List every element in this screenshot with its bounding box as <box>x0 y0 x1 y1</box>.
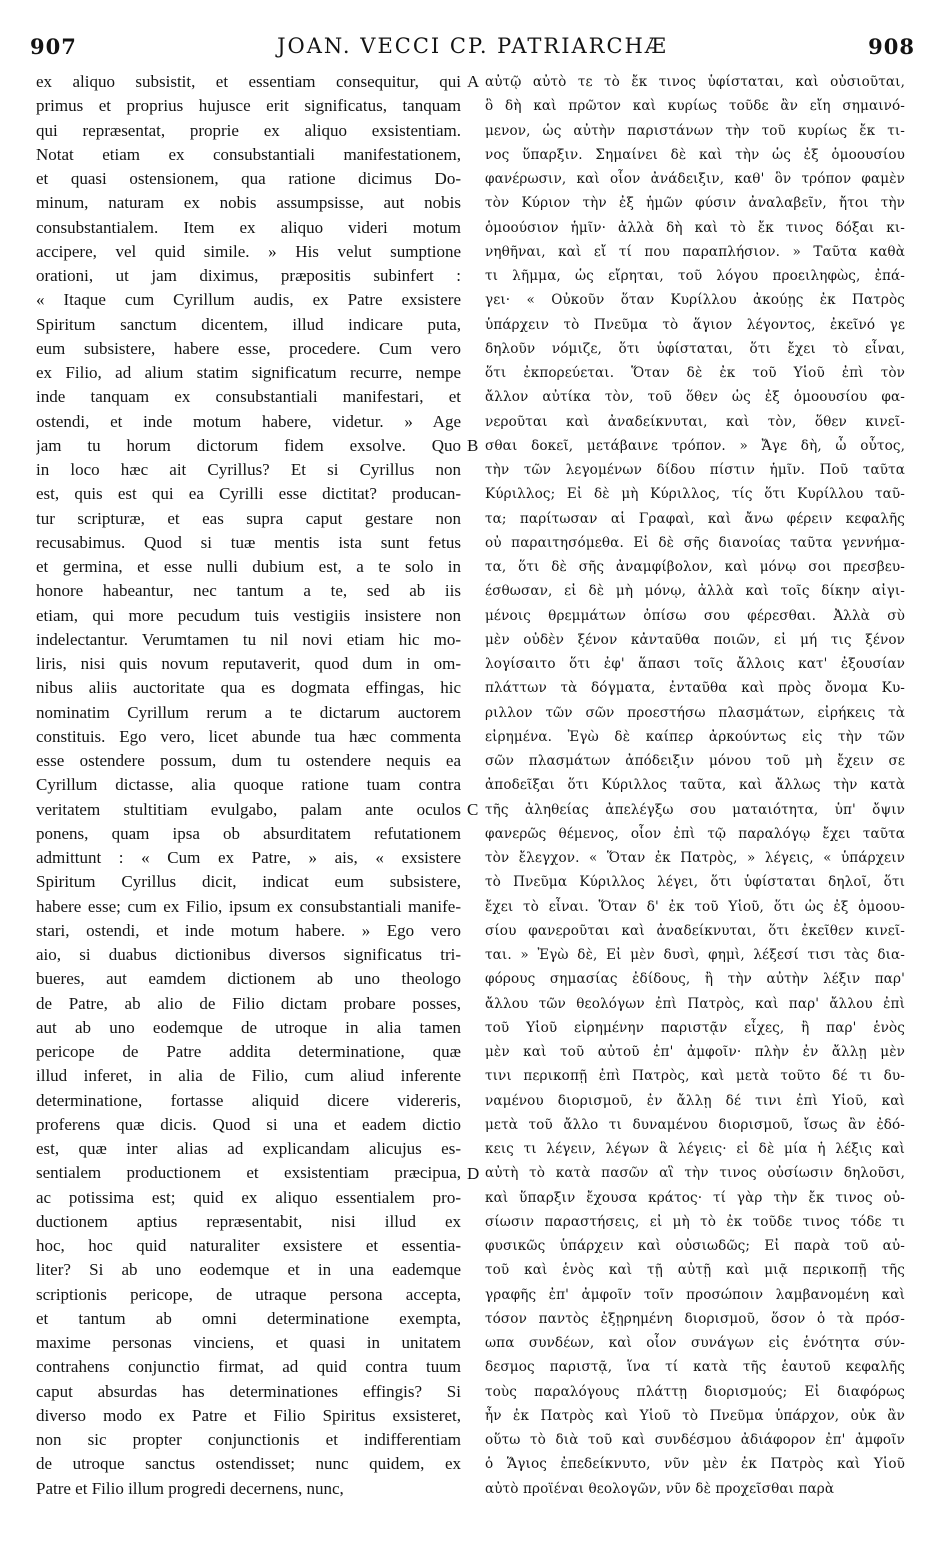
greek-text-line: ἀποδεῖξαι ὅτι Κύριλλος ταῦτα, καὶ ἄλλως τὴν κατὰ <box>485 777 905 794</box>
latin-text-line: liris, nisi quis novum reputaverit, quod dum in om- <box>36 654 461 673</box>
latin-text-line: Spiritum sanctum dicentem, illud indicare puta, <box>36 314 461 334</box>
greek-text-line: αὐτῷ αὐτὸ τε τὸ ἔκ τινος ὑφίσταται, καὶ οὐσιοῦται, <box>485 74 905 90</box>
latin-text-line: determinatione, fortasse aliquid dicere videreris, <box>36 1090 461 1110</box>
latin-text-line: maxime personas vinciens, et quasi in unitatem <box>36 1333 461 1352</box>
latin-text-line: hoc, hoc quid naturaliter exsistere et essentia- <box>36 1236 461 1255</box>
latin-text-line: contrahens conjunctio firmat, ad quid contra tuum <box>36 1357 461 1377</box>
latin-text-line: primus et proprius hujusce erit significatus, tanquam <box>36 96 461 116</box>
latin-text-line: ex Filio, ad alium statim significatum recurre, nempe <box>36 363 461 382</box>
greek-text-line: τινι περικοπῇ ἐπὶ Πατρὸς, καὶ μετὰ τοῦτο δέ τι δυ- <box>485 1068 905 1085</box>
latin-text-line: ac potissima est; quid ex aliquo essentialem pro- <box>36 1187 461 1207</box>
greek-text-line: ὁμοούσιον ἡμῖν· ἀλλὰ δὴ καὶ τὸ ἔκ τινος δόξαι κι- <box>485 219 905 236</box>
latin-text-line: Cyrillum dictasse, alia quoque ratione tuam contra <box>36 775 461 795</box>
greek-text-line: τὸν Κύριον τὴν ἐξ ἡμῶν φύσιν ἀναλαβεῖν, ἤτοι τὴν <box>485 195 905 212</box>
greek-text-line: μετὰ τοῦ ἄλλο τι δυναμένου διορισμοῦ, ἴσως ἂν ἐδό- <box>485 1116 905 1133</box>
latin-text-line: de utroque sanctus ostendisset; nunc quidem, ex <box>36 1454 461 1474</box>
latin-text-line: tur scripturæ, et eas supra caput gestare non <box>36 508 461 528</box>
greek-text-line: νηθῆναι, καὶ εἴ τί που παραπλήσιον. » Ταῦτα καθὰ <box>485 243 905 260</box>
greek-text-line: γραφῆς ἐπ' ἀμφοῖν τοῖν προσώποιν λαμβανομένη καὶ <box>485 1286 905 1303</box>
latin-text-line: admittunt : « Cum ex Patre, » ais, « exsistere <box>36 848 461 867</box>
latin-text-line: esse ostendere possum, dum tu ostendere nequis ea <box>36 751 461 770</box>
greek-text-line: ἄλλον αὐτίκα τὸν, τοῦ ὅθεν ὡς ἐξ ὁμοουσίου φα- <box>485 389 905 406</box>
greek-text-line: οὕτω τὸ διὰ τοῦ καὶ συνδέσμου ἀδιάφορον ἐπ' ἀμφοῖν <box>485 1432 905 1448</box>
latin-text-line: qui repræsentat, proprie ex aliquo exsistentiam. <box>36 120 461 140</box>
greek-text-line: νος ὕπαρξιν. Σημαίνει δὲ καὶ τὴν ὡς ἐξ ὁμοουσίου <box>485 146 905 163</box>
latin-text-line: accipere, vel quid simile. » His velut sumptione <box>36 241 461 261</box>
greek-text-line: μενον, ὡς αὐτὴν παριστάνων τὴν τοῦ κυρίως ἔκ τι- <box>485 122 905 139</box>
greek-text-line: ριλλον τῶν σῶν προεστήσω πλασμάτων, εἰρήκεις τὰ <box>485 704 905 721</box>
latin-text-line: proferens quæ dicis. Quod si una et eadem dictio <box>36 1114 461 1134</box>
greek-text-line: δηλοῦν νόμιζε, ὅτι ὑφίσταται, ὅτι ἔχει τὸ εἶναι, <box>485 340 905 357</box>
greek-text-line: αὐτὸ προϊέναι θεολογῶν, νῦν δὲ προχεῖσθαι παρὰ <box>485 1480 835 1497</box>
latin-text-line: ductionem aptius repræsentabit, nisi illud ex <box>36 1211 461 1231</box>
greek-text-line: τὸν ἔλεγχον. « Ὅταν ἐκ Πατρὸς, » λέγεις, « ὑπάρχειν <box>485 850 905 866</box>
latin-text-line: liter? Si ab uno eodemque et in una eademque <box>36 1260 461 1280</box>
latin-text-line: et germina, et esse nulli dubium est, a te solo in <box>36 557 461 576</box>
greek-column <box>485 70 905 1501</box>
latin-text-line: nibus aliis auctoritate qua es dogmata effingas, hic <box>36 678 461 698</box>
greek-text-line: οὐ παραιτησόμεθα. Εἰ δὲ σῆς διανοίας ταῦτα γεννήμα- <box>485 534 905 551</box>
greek-text-line: ὑπάρχειν τὸ Πνεῦμα τὸ ἅγιον λέγοντος, ἐκεῖνό γε <box>485 316 905 333</box>
page-header <box>30 34 915 66</box>
latin-text-line: « Itaque cum Cyrillum audis, ex Patre exsistere <box>36 290 461 310</box>
greek-text-line: μὲν καὶ τοῦ αὐτοῦ ἐπ' ἀμφοῖν· πλὴν ἐν ἄλλῃ μὲν <box>485 1044 905 1060</box>
greek-text-line: τα; παρίτωσαν αἱ Γραφαὶ, καὶ ἄνω φέρειν κεφαλῆς <box>485 510 905 527</box>
greek-text-line: φανέρωσιν, καὶ οἷον ἀνάδειξιν, καθ' ὃν τρόπον φαμὲν <box>485 171 905 187</box>
latin-text-line: non sic propter conjunctionis et indifferentiam <box>36 1430 461 1449</box>
latin-text-line: minum, naturam ex nobis assumpsisse, aut nobis <box>36 193 461 213</box>
latin-text-line: scriptionis pericope, de utraque persona accepta, <box>36 1284 461 1304</box>
greek-text-line: τὸ Πνεῦμα Κύριλλος λέγει, ὅτι ὑφίσταται δηλοῖ, ὅτι <box>485 874 905 891</box>
greek-text-line: ται. » Ἐγὼ δὲ, Εἰ μὲν δυσὶ, φημὶ, λέξεσί τισι τὰς δια- <box>485 947 905 963</box>
latin-text-line: ostendi, et inde motum habere, videtur. » Age <box>36 411 461 431</box>
greek-text-line: ὅτι ἐκπορεύεται. Ὅταν δὲ ἐκ τοῦ Υἱοῦ ἐπὶ τὸν <box>485 365 905 381</box>
greek-text-line: ναμένου διορισμοῦ, ἐν ἄλλῃ δέ τινι ἐπὶ Υἱοῦ, καὶ <box>485 1092 905 1109</box>
latin-text-line: etiam, qui more pecudum tuis vestigiis insistere non <box>36 605 461 625</box>
greek-text-line: ὃ δὴ καὶ πρῶτον καὶ κυρίως τοῦδε ἂν εἴη σημαινό- <box>485 98 905 115</box>
greek-text-line: πλάττων τὰ δόγματα, ἐνταῦθα καὶ πρὸς ὄνομα Κυ- <box>485 680 905 697</box>
greek-text-line: κεις τι λέγειν, λέγων ἃ λέγεις· εἰ δὲ μία ἡ λέξις καὶ <box>485 1141 905 1157</box>
greek-text-line: φόρους σημασίας ἐδίδους, ἢ τὴν αὐτὴν λέξιν παρ' <box>485 971 905 988</box>
greek-text-line: τὴν τῶν λεγομένων δίδου πίστιν ἡμῖν. Ποῦ ταῦτα <box>485 462 905 478</box>
section-marker-c: C <box>467 800 479 819</box>
latin-text-line: aut ab uno eodemque de utroque in alia tamen <box>36 1017 461 1037</box>
latin-text-line: sentialem productionem et exsistentiam præcipua, <box>36 1163 461 1183</box>
greek-text-line: ὁ Ἅγιος ἐπεδείκνυτο, νῦν μὲν ἐκ Πατρὸς καὶ Υἱοῦ <box>485 1456 905 1473</box>
latin-text-line: inde tanquam ex consubstantiali manifestari, et <box>36 387 461 407</box>
latin-text-line: illud inferet, in alia de Filio, cum aliud inferente <box>36 1066 461 1086</box>
latin-text-line: aio, si duabus dictionibus diversos significatus tri- <box>36 945 461 964</box>
greek-text-line: τι λῆμμα, ὡς εἴρηται, τοῦ λόγου προειληφὼς, ἐπά- <box>485 268 905 284</box>
latin-column <box>36 70 461 1501</box>
latin-text-line: est, quis est qui ea Cyrilli esse dictitat? producan- <box>36 484 461 504</box>
greek-text-line: τοῦ καὶ ἑνὸς καὶ τῇ αὐτῇ καὶ μιᾷ περικοπῇ τῆς <box>485 1262 905 1279</box>
greek-text-line: ἄλλου τῶν θεολόγων ἐπὶ Πατρὸς, καὶ παρ' ἄλλου ἐπὶ <box>485 995 905 1012</box>
greek-text-line: εἰρημένα. Ἐγὼ δὲ καίπερ ἀρκούντως εἰς τὴν τῶν <box>485 728 905 745</box>
latin-text-line: Spiritum Cyrillus dicit, indicat eum subsistere, <box>36 872 461 892</box>
latin-text-line: caput absurdas has determinationes effingis? Si <box>36 1381 461 1401</box>
greek-text-line: ἦν ἐκ Πατρὸς καὶ Υἱοῦ τὸ Πνεῦμα ὑπάρχον, οὐκ ἂν <box>485 1407 905 1424</box>
greek-text-line: σῶν πλασμάτων ἀπόδειξιν μόνου τοῦ μὴ ἔχειν σε <box>485 753 905 769</box>
greek-text-line: σίωσιν παραστήσεις, εἰ μὴ τὸ ἐκ τοῦδε τινος τόδε τι <box>485 1213 905 1230</box>
latin-text-line: nominatim Cyrillum rerum a te dictarum auctorem <box>36 702 461 722</box>
latin-text-line: ponens, quam ipsa ob absurditatem refutationem <box>36 823 461 843</box>
latin-text-line: in loco hæc ait Cyrillus? Et si Cyrillus non <box>36 460 461 479</box>
greek-text-line: γει· « Οὐκοῦν ὅταν Κυρίλλου ἀκούῃς ἐκ Πατρὸς <box>485 292 905 309</box>
greek-text-line: σίου φανεροῦται καὶ ἀναδείκνυται, ὅτι ἐκεῖθεν κινεῖ- <box>485 922 905 939</box>
greek-text-line: μὲν οὐδὲν ξένον κἀνταῦθα ποιῶν, εἰ μή τις ξένον <box>485 631 905 648</box>
latin-text-line: bueres, aut eamdem dictionem ab uno theologo <box>36 969 461 989</box>
greek-text-line: τα, ὅτι δὲ σῆς ἀναμφίβολον, καὶ μόνῳ σοι πρεσβευ- <box>485 559 905 575</box>
greek-text-line: δεσμος παριστᾷ, ἵνα τί κατὰ τῆς ἑαυτοῦ κεφαλῆς <box>485 1359 905 1376</box>
latin-text-line: jam tu horum dictorum fidem exsolve. Quo <box>36 435 461 455</box>
latin-text-line: de Patre, ab alio de Filio dictam probare posses, <box>36 993 461 1013</box>
greek-text-line: τοὺς παραλόγους πλάττῃ διορισμούς; Εἰ διαφόρως <box>485 1383 905 1400</box>
latin-text-line: habere esse; cum ex Filio, ipsum ex consubstantiali manife- <box>36 896 461 916</box>
latin-text-line: et tantum ab omni determinatione exempta, <box>36 1308 461 1328</box>
latin-text-line: veritatem stultitiam evulgabo, palam ante oculos <box>36 799 461 819</box>
greek-text-line: αὐτὴ τὸ κατὰ πασῶν αἳ τὴν τινος οὐσίωσιν δηλοῦσι, <box>485 1165 905 1182</box>
running-title: JOAN. VECCI CP. PATRIARCHÆ <box>277 34 668 58</box>
greek-text-line: νεροῦται καὶ ἀναδείκνυται, καὶ τὸν, ὅθεν κινεῖ- <box>485 413 905 430</box>
latin-text-line: diverso modo ex Patre et Filio Spiritus exsisteret, <box>36 1405 461 1425</box>
section-marker-a: A <box>467 72 480 91</box>
latin-text-line: Patre et Filio illum progredi decernens, nunc, <box>36 1478 344 1498</box>
greek-text-line: τῆς ἀληθείας ἀπελέγξω σου ματαιότητα, ὑπ' ὄψιν <box>485 801 905 818</box>
latin-text-line: Notat etiam ex consubstantiali manifestationem, <box>36 144 461 164</box>
greek-text-line: ἔχει τὸ εἶναι. Ὅταν δ' ἐκ τοῦ Υἱοῦ, ὅτι ὡς ἐξ ὁμοου- <box>485 898 905 915</box>
latin-text-line: indelectantur. Verumtamen tu nil novi etiam hic mo- <box>36 629 461 649</box>
greek-text-line: τοῦ Υἱοῦ εἰρημένην παριστᾷν εἶχες, ἢ παρ' ἑνὸς <box>485 1019 905 1036</box>
greek-text-line: καὶ ὕπαρξιν ἔχουσα κράτος· τί γὰρ τὴν ἔκ τινος οὐ- <box>485 1189 905 1206</box>
latin-text-line: pericope de Patre addita determinatione, quæ <box>36 1042 461 1061</box>
latin-text-line: stari, ostendi, et inde motum habere. » Ego vero <box>36 920 461 940</box>
latin-text-line: orationi, ut jam diximus, præpositis subinfert : <box>36 266 461 285</box>
greek-text-line: λογίσαιτο ὅτι ἐφ' ἅπασι τοῖς ἄλλοις κατ' ἐξουσίαν <box>485 656 905 672</box>
latin-text-line: est, quæ inter alias ad explicandam alicujus es- <box>36 1139 461 1158</box>
latin-text-line: recusabimus. Quod si tuæ mentis ista sunt fetus <box>36 532 461 552</box>
greek-text-line: φυσικῶς ὑπάρχειν καὶ οὐσιωδῶς; Εἰ παρὰ τοῦ αὐ- <box>485 1238 905 1254</box>
greek-text-line: ωπα συνδέων, καὶ οἷον συνάγων εἰς ἑνότητα σύν- <box>485 1335 905 1351</box>
greek-text-line: έσθωσαν, εἰ δὲ μὴ μόνῳ, ἀλλὰ καὶ τοῖς δίκην αἰγι- <box>485 583 905 600</box>
section-marker-b: B <box>467 436 479 455</box>
latin-text-line: et quasi ostensionem, qua ratione dicimus Do- <box>36 169 461 188</box>
latin-text-line: constituis. Ego vero, licet abunde tua hæc commenta <box>36 726 461 746</box>
latin-text-line: eum subsistere, habere esse, procedere. Cum vero <box>36 338 461 358</box>
greek-text-line: μένοις θρεμμάτων ὀπίσω σου φέρεσθαι. Ἀλλὰ σὺ <box>485 607 905 624</box>
left-column-number: 907 <box>30 34 77 59</box>
section-marker-d: D <box>467 1164 480 1183</box>
greek-text-line: σθαι δοκεῖ, μετάβαινε τρόπον. » Ἄγε δὴ, ὦ οὗτος, <box>485 437 905 454</box>
greek-text-line: τόσον παντὸς ἐξῃρημένη διορισμοῦ, ὅσον ὁ τὰ πρόσ- <box>485 1310 905 1327</box>
greek-text-line: Κύριλλος; Εἰ δὲ μὴ Κύριλλος, τίς ὅτι Κυρίλλου ταῦ- <box>485 486 905 503</box>
latin-text-line: ex aliquo subsistit, et essentiam consequitur, qui <box>36 72 461 91</box>
right-column-number: 908 <box>868 34 915 59</box>
latin-text-line: consubstantialem. Item ex aliquo videri motum <box>36 217 461 237</box>
latin-text-line: honore habeantur, nec tantum a te, sed ab iis <box>36 581 461 601</box>
greek-text-line: φανερῶς θέμενος, οἷον ἐπὶ τῷ παραλόγῳ ἔχει ταῦτα <box>485 825 905 842</box>
